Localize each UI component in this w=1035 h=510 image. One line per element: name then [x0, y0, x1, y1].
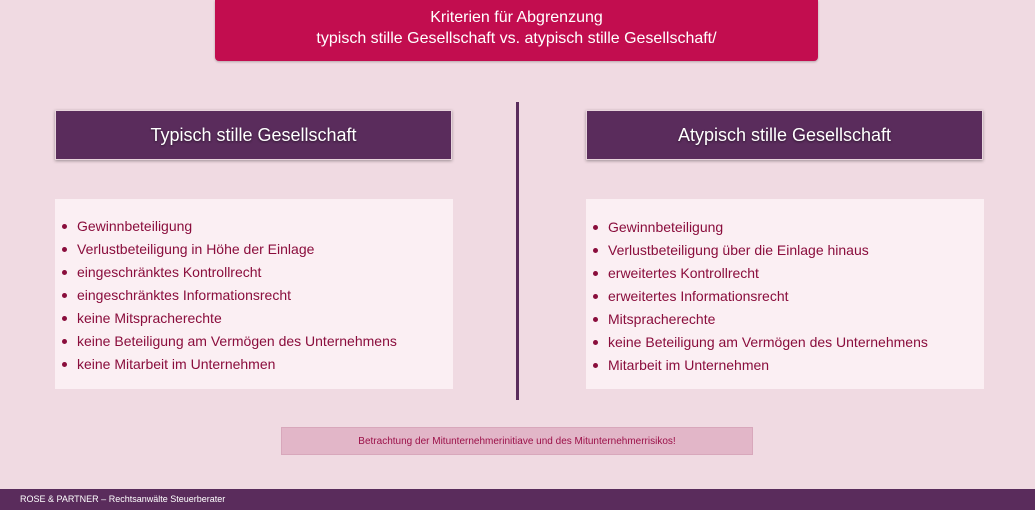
list-item	[77, 284, 453, 307]
bullet-icon	[593, 294, 598, 299]
atypisch-heading	[586, 110, 983, 160]
bullet-icon	[62, 224, 67, 229]
typisch-heading	[55, 110, 452, 160]
bullet-icon	[593, 248, 598, 253]
column-divider	[516, 102, 519, 400]
list-item-text: eingeschränktes Kontrollrecht	[77, 264, 262, 280]
list-item	[608, 354, 984, 377]
list-item	[608, 239, 984, 262]
list-item-text: erweitertes Kontrollrecht	[608, 265, 759, 281]
list-item-text: keine Mitarbeit im Unternehmen	[77, 356, 276, 372]
list-item-text: Verlustbeteiligung in Höhe der Einlage	[77, 241, 315, 257]
bullet-icon	[62, 316, 67, 321]
bullet-icon	[62, 339, 67, 344]
list-item-text: keine Beteiligung am Vermögen des Unternehmens	[77, 333, 397, 349]
list-item-text: erweitertes Informationsrecht	[608, 288, 789, 304]
title-line-2: typisch stille Gesellschaft vs. atypisch stille Gesellschaft/	[316, 30, 717, 47]
bullet-icon	[62, 293, 67, 298]
bullet-icon	[62, 362, 67, 367]
list-item	[608, 285, 984, 308]
typisch-heading-label: Typisch stille Gesellschaft	[150, 124, 357, 145]
list-item	[77, 307, 453, 330]
note-box	[281, 427, 753, 455]
list-item	[77, 353, 453, 376]
footer-text: ROSE & PARTNER – Rechtsanwälte Steuerberater	[20, 494, 226, 504]
list-item	[608, 262, 984, 285]
list-item-text: keine Beteiligung am Vermögen des Unternehmens	[608, 334, 928, 350]
bullet-icon	[593, 340, 598, 345]
list-item	[608, 216, 984, 239]
list-item-text: Mitspracherechte	[608, 311, 716, 327]
bullet-icon	[593, 271, 598, 276]
slide-title	[215, 0, 818, 61]
list-item	[608, 308, 984, 331]
list-item	[77, 330, 453, 353]
list-item	[77, 261, 453, 284]
footer-bar	[0, 489, 1035, 510]
bullet-icon	[593, 363, 598, 368]
note-text: Betrachtung der Mitunternehmerinitiave und des Mitunternehmerrisikos!	[358, 435, 676, 447]
list-item-text: Mitarbeit im Unternehmen	[608, 357, 770, 373]
list-item	[608, 331, 984, 354]
list-item-text: Gewinnbeteiligung	[77, 218, 193, 234]
typisch-criteria-list	[55, 199, 453, 389]
bullet-icon	[62, 247, 67, 252]
list-item-text: Verlustbeteiligung über die Einlage hinaus	[608, 242, 869, 258]
list-item-text: Gewinnbeteiligung	[608, 219, 724, 235]
bullet-icon	[593, 317, 598, 322]
list-item-text: keine Mitspracherechte	[77, 310, 222, 326]
atypisch-criteria-list	[586, 199, 984, 389]
atypisch-heading-label: Atypisch stille Gesellschaft	[677, 124, 892, 145]
list-item	[77, 238, 453, 261]
list-item	[77, 215, 453, 238]
bullet-icon	[593, 225, 598, 230]
list-item-text: eingeschränktes Informationsrecht	[77, 287, 291, 303]
bullet-icon	[62, 270, 67, 275]
title-line-1: Kriterien für Abgrenzung	[430, 9, 603, 26]
